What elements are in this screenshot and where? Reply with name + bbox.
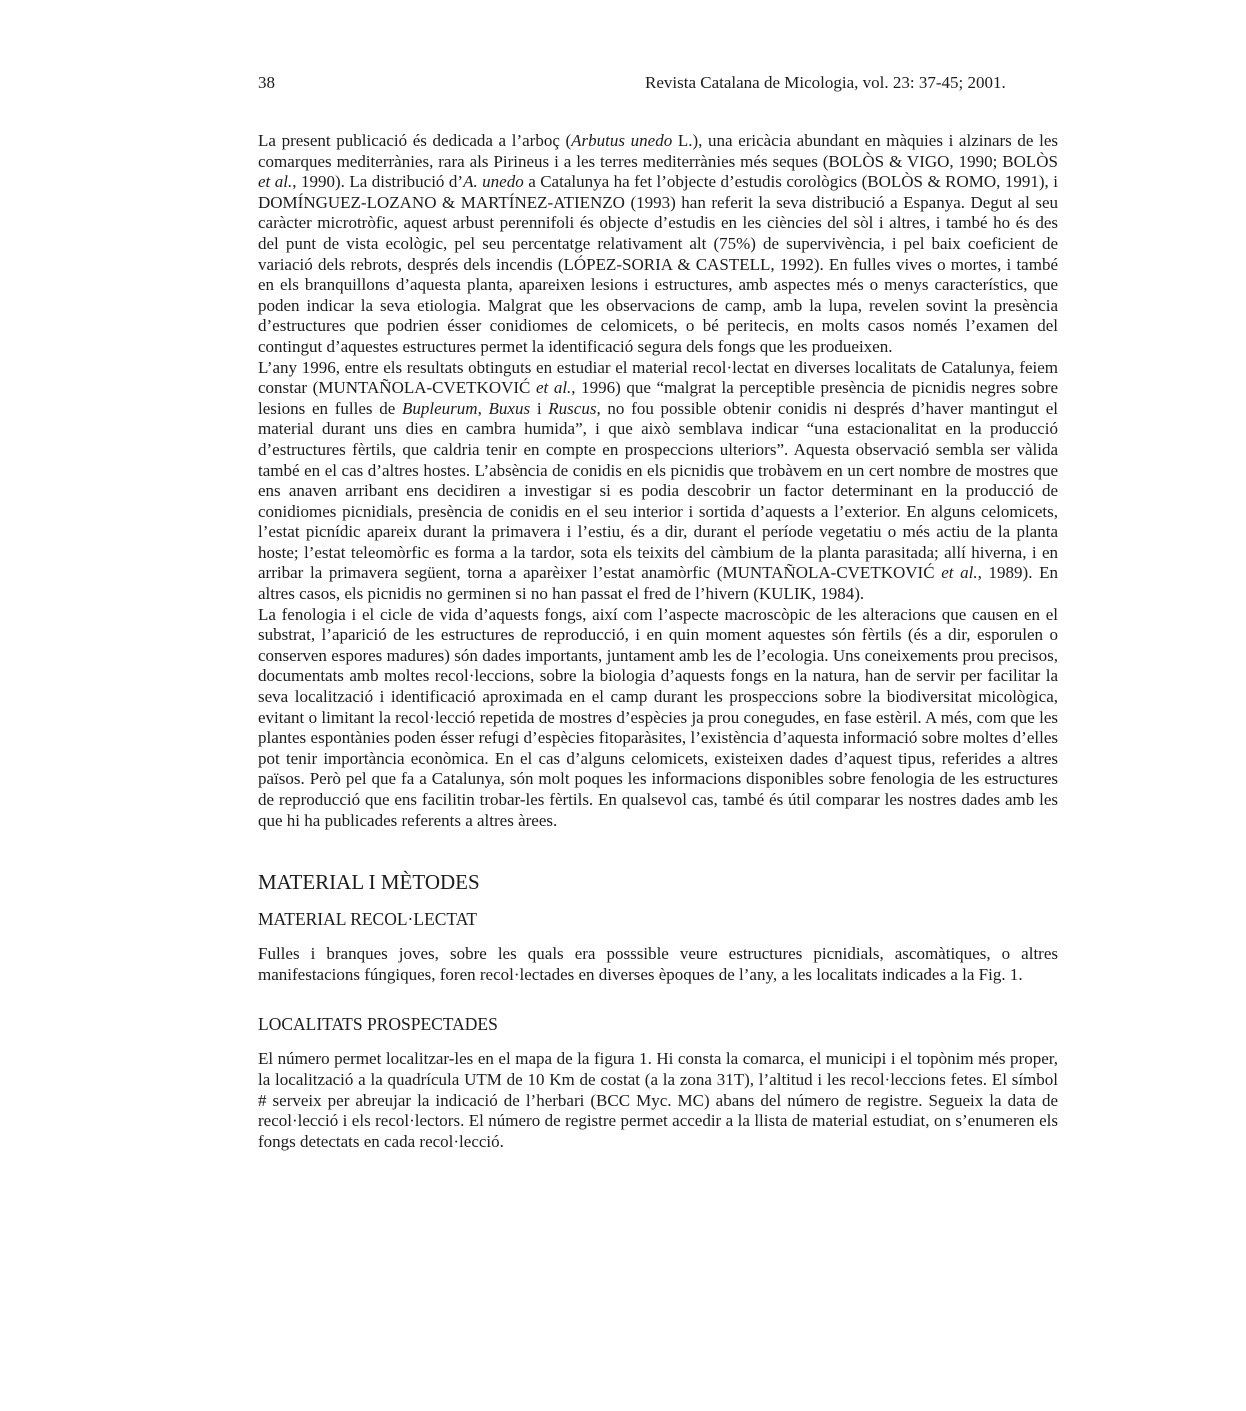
intro-paragraph-2: L’any 1996, entre els resultats obtinguts en estudiar el material recol·lectat en diverses localitats de Catalunya, feiem constar (MUNTAÑOLA-CVETKOVIĆ et al., 1996) que “malgrat la perceptible presència de picnidis negres sobre lesions en fulles de Bupleurum, Buxus i Ruscus, no fou possible obtenir conidis ni després d’haver mantingut el material durant uns dies en cambra humida”, i que això semblava indicar “una estacionalitat en la producció d’estructures fèrtils, que caldria tenir en compte en prospeccions ulteriors”. Aquesta observació sembla ser vàlida també en el cas d’altres hostes. L’absència de conidis en els picnidis que trobàvem en un cert nombre de mostres que ens anaven arribant ens decidiren a investigar si es podia descobrir un factor determinant en la producció de conidiomes picnidials, presència de conidis en el seu interior i sortida d’aquests a l’exterior. En alguns celomicets, l’estat picnídic apareix durant la primavera i l’estiu, és a dir, durant el període vegetatiu o més actiu de la planta hoste; l’estat teleomòrfic es forma a la tardor, sota els teixits del càmbium de la planta parasitada; allí hiverna, i en arribar la primavera següent, torna a aparèixer l’estat anamòrfic (MUNTAÑOLA-CVETKOVIĆ et al., 1989). En altres casos, els picnidis no germinen si no han passat el fred de l’hivern (KULIK, 1984).: [258, 357, 1059, 604]
page-number: 38: [258, 73, 275, 92]
section-heading: MATERIAL I MÈTODES: [258, 870, 480, 895]
intro-paragraph-1: La present publicació és dedicada a l’arboç (Arbutus unedo L.), una ericàcia abundant en màquies i alzinars de les comarques mediterrànies, rara als Pirineus i a les terres mediterrànies més seques (BOLÒS & VIGO, 1990; BOLÒS et al., 1990). La distribució d’A. unedo a Catalunya ha fet l’objecte d’estudis corològics (BOLÒS & ROMO, 1991), i DOMÍNGUEZ-LOZANO & MARTÍNEZ-ATIENZO (1993) han referit la seva distribució a Espanya. Degut al seu caràcter microtròfic, aquest arbust perennifoli és objecte d’estudis en les ciències del sòl i altres, i també ho és des del punt de vista ecològic, pel seu percentatge relativament alt (75%) de supervivència, i pel baix coeficient de variació dels rebrots, després dels incendis (LÓPEZ-SORIA & CASTELL, 1992). En fulles vives o mortes, i també en els branquillons d’aquesta planta, apareixen lesions i estructures, amb aspectes més o menys característics, que poden indicar la seva etiologia. Malgrat que les observacions de camp, amb la lupa, revelen sovint la presència d’estructures que podrien ésser conidiomes de celomicets, o bé peritecis, en molts casos només l’examen del contingut d’aquestes estructures permet la identificació segura dels fongs que les produeixen.: [258, 131, 1058, 356]
subsection-heading-localitats: LOCALITATS PROSPECTADES: [258, 1014, 498, 1035]
localitats-paragraph: El número permet localitzar-les en el mapa de la figura 1. Hi consta la comarca, el municipi i el topònim més proper, la localització a la quadrícula UTM de 10 Km de costat (a la zona 31T), l’altitud i les recol·leccions fetes. El símbol # serveix per abreujar la indicació de l’herbari (BCC Myc. MC) abans del número de registre. Segueix la data de recol·lecció i els recol·lectors. El número de registre permet accedir a la llista de material estudiat, on s’enumeren els fongs detectats en cada recol·lecció.: [258, 1049, 1058, 1151]
journal-reference: Revista Catalana de Micologia, vol. 23: 37-45; 2001.: [645, 73, 1006, 92]
article-body: [258, 131, 1058, 1152]
subsection-heading-material: MATERIAL RECOL·LECTAT: [258, 909, 478, 930]
material-paragraph: Fulles i branques joves, sobre les quals era posssible veure estructures picnidials, ascomàtiques, o altres manifestacions fúngiques, foren recol·lectades en diverses èpoques de l’any, a les localitats indicades a la Fig. 1.: [258, 944, 1058, 984]
intro-paragraph-3: La fenologia i el cicle de vida d’aquests fongs, així com l’aspecte macroscòpic de les alteracions que causen en el substrat, l’aparició de les estructures de reproducció, i en quin moment aquestes són fèrtils (és a dir, esporulen o conserven espores madures) són dades importants, juntament amb les de l’ecologia. Uns coneixements prou precisos, documentats amb moltes recol·leccions, sobre la biologia d’aquests fongs en la natura, han de servir per facilitar la seva localització i identificació aproximada en el camp durant les prospeccions sobre la biodiversitat micològica, evitant o limitant la recol·lecció repetida de mostres d’espècies ja prou conegudes, en fase estèril. A més, com que les plantes espontànies poden ésser refugi d’espècies fitoparàsites, l’existència d’aquesta informació sobre moltes d’elles pot tenir importància econòmica. En el cas d’alguns celomicets, existeixen dades d’aquest tipus, referides a altres països. Però pel que fa a Catalunya, són molt poques les informacions disponibles sobre fenologia de les estructures de reproducció que ens facilitin trobar-les fèrtils. En qualsevol cas, també és útil comparar les nostres dades amb les que hi ha publicades referents a altres àrees.: [258, 604, 1058, 830]
